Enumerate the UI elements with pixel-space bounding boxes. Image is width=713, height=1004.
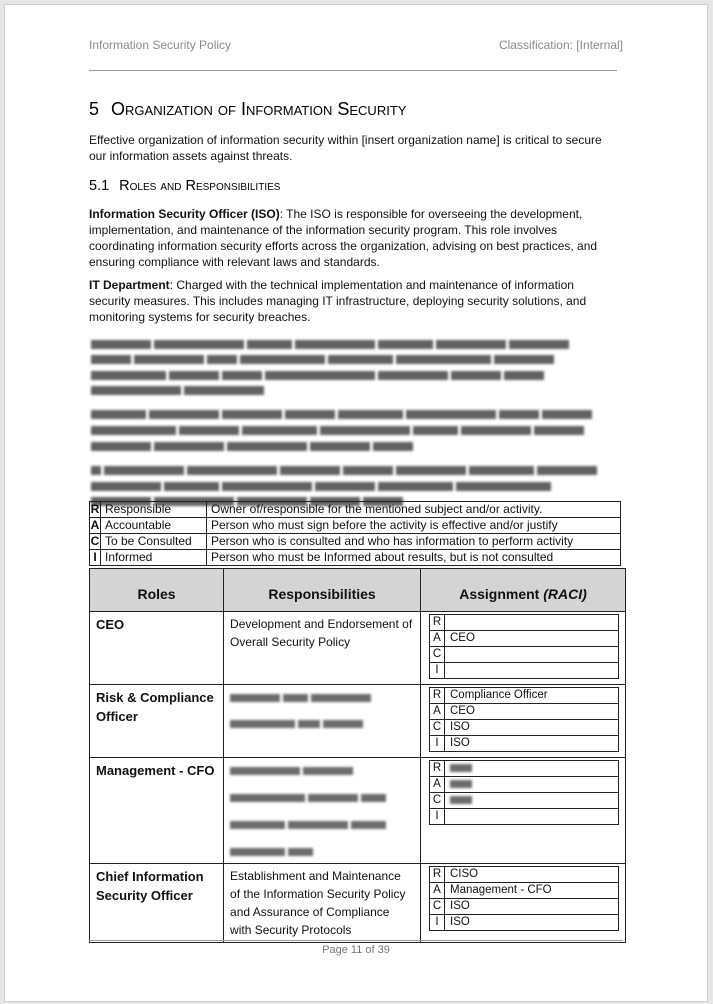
raci-key-r: R: [430, 867, 445, 883]
redacted-line: [91, 462, 603, 474]
raci-value-redacted: [445, 761, 619, 777]
role-cell: Risk & Compliance Officer: [90, 685, 224, 758]
raci-key-c: C: [430, 793, 445, 809]
raci-value-redacted: [445, 777, 619, 793]
role-cell: CEO: [90, 612, 224, 685]
subsection-title: Roles and Responsibilities: [119, 178, 281, 194]
legend-key: A: [90, 518, 100, 532]
raci-key-a: A: [430, 631, 445, 647]
assignment-cell: [421, 864, 626, 943]
raci-value: [445, 615, 619, 631]
raci-assignment-grid: [429, 614, 619, 679]
header-document-title: Information Security Policy: [89, 38, 232, 52]
header-classification: Classification: [Internal]: [498, 38, 623, 52]
paragraph-iso-text: : The ISO is responsible for overseeing the development, implementation, and maintenance of the information security program. This role involves coordinating information security efforts across the organization, advising on best practices, and ensuring compliance with relevant laws and standards.: [89, 207, 598, 269]
raci-value: [445, 809, 619, 825]
raci-key-i: I: [430, 915, 445, 931]
raci-assignment-grid: [429, 687, 619, 752]
raci-value: ISO: [445, 915, 619, 931]
legend-description: Person who must be Informed about results, but is not consulted: [207, 550, 621, 566]
raci-value-redacted: [445, 793, 619, 809]
raci-value: Management - CFO: [445, 883, 619, 899]
legend-row: [90, 534, 621, 550]
assignment-cell: [421, 685, 626, 758]
section-heading: [89, 99, 406, 120]
legend-description: Owner of/responsible for the mentioned subject and/or activity.: [207, 502, 621, 518]
responsibility-cell-redacted: [224, 758, 421, 864]
responsibility-cell: Development and Endorsement of Overall Security Policy: [224, 612, 421, 685]
legend-row: [90, 550, 621, 566]
role-cell: Chief Information Security Officer: [90, 864, 224, 943]
raci-row: [90, 758, 626, 864]
raci-value: CEO: [445, 704, 619, 720]
legend-description: Person who must sign before the activity is effective and/or justify: [207, 518, 621, 534]
assignment-cell: [421, 612, 626, 685]
raci-key-c: C: [430, 720, 445, 736]
raci-key-i: I: [430, 809, 445, 825]
redacted-line: [91, 438, 603, 450]
raci-assignment-grid: [429, 760, 619, 825]
redacted-text: [230, 688, 414, 706]
raci-key-c: C: [430, 647, 445, 663]
legend-key: R: [90, 502, 100, 516]
header-rule: [89, 70, 617, 71]
header-assignment: [421, 569, 626, 612]
redacted-line: [91, 406, 603, 418]
raci-row: [90, 864, 626, 943]
footer-rule: [89, 940, 623, 941]
responsibility-cell: Establishment and Maintenance of the Information Security Policy and Assurance of Compliance with Security Protocols: [224, 864, 421, 943]
legend-name: Accountable: [101, 518, 207, 534]
raci-value: CEO: [445, 631, 619, 647]
paragraph-iso-term: Information Security Officer (ISO): [89, 207, 280, 221]
legend-name: To be Consulted: [101, 534, 207, 550]
header-responsibilities: Responsibilities: [224, 569, 421, 612]
redacted-text: [230, 815, 414, 833]
legend-key: C: [90, 534, 100, 548]
raci-value: ISO: [445, 720, 619, 736]
redacted-line: [91, 422, 603, 434]
section-intro: Effective organization of information security within [insert organization name] is critical to secure our information assets against threats.: [89, 133, 602, 163]
raci-key-a: A: [430, 777, 445, 793]
raci-key-c: C: [430, 899, 445, 915]
raci-value: CISO: [445, 867, 619, 883]
raci-key-r: R: [430, 688, 445, 704]
legend-description: Person who is consulted and who has information to perform activity: [207, 534, 621, 550]
raci-row: [90, 612, 626, 685]
raci-value: ISO: [445, 899, 619, 915]
header-roles: Roles: [90, 569, 224, 612]
paragraph-it-term: IT Department: [89, 278, 170, 292]
header-assignment-label: Assignment: [459, 585, 544, 602]
assignment-cell: [421, 758, 626, 864]
redacted-text: [230, 714, 414, 732]
raci-key-a: A: [430, 883, 445, 899]
raci-legend-table: [89, 501, 621, 566]
raci-key-r: R: [430, 615, 445, 631]
raci-key-i: I: [430, 663, 445, 679]
subsection-heading: [89, 178, 280, 194]
document-page: [4, 4, 708, 1002]
redacted-text: [230, 842, 414, 860]
redacted-text: [230, 761, 414, 779]
raci-value: [445, 663, 619, 679]
legend-name: Informed: [101, 550, 207, 566]
raci-key-a: A: [430, 704, 445, 720]
raci-key-r: R: [430, 761, 445, 777]
legend-key: I: [90, 550, 101, 566]
redacted-line: [91, 351, 603, 363]
section-title: Organization of Information Security: [111, 99, 407, 119]
redacted-line: [91, 336, 603, 348]
raci-value: ISO: [445, 736, 619, 752]
legend-name: Responsible: [101, 502, 207, 518]
raci-key-i: I: [430, 736, 445, 752]
section-number: 5: [89, 99, 100, 119]
raci-value: [445, 647, 619, 663]
legend-row: [90, 502, 621, 518]
redacted-text: [230, 788, 414, 806]
raci-assignment-table: [89, 568, 626, 943]
header-assignment-raci: (RACI): [543, 585, 587, 602]
redacted-line: [91, 478, 603, 490]
subsection-number: 5.1: [89, 178, 110, 194]
raci-header-row: [90, 569, 626, 612]
redacted-line: [91, 382, 603, 394]
page-header: [89, 38, 623, 52]
role-cell: Management - CFO: [90, 758, 224, 864]
responsibility-cell-redacted: [224, 685, 421, 758]
raci-row: [90, 685, 626, 758]
paragraph-iso: [89, 206, 617, 270]
redacted-line: [91, 367, 603, 379]
paragraph-it-text: : Charged with the technical implementation and maintenance of information security measures. This includes managing IT infrastructure, deploying security solutions, and monitoring systems for security breaches.: [89, 278, 587, 324]
paragraph-it-department: [89, 277, 617, 325]
page-number: Page 11 of 39: [322, 944, 390, 956]
legend-row: [90, 518, 621, 534]
raci-assignment-grid: [429, 866, 619, 931]
raci-value: Compliance Officer: [445, 688, 619, 704]
